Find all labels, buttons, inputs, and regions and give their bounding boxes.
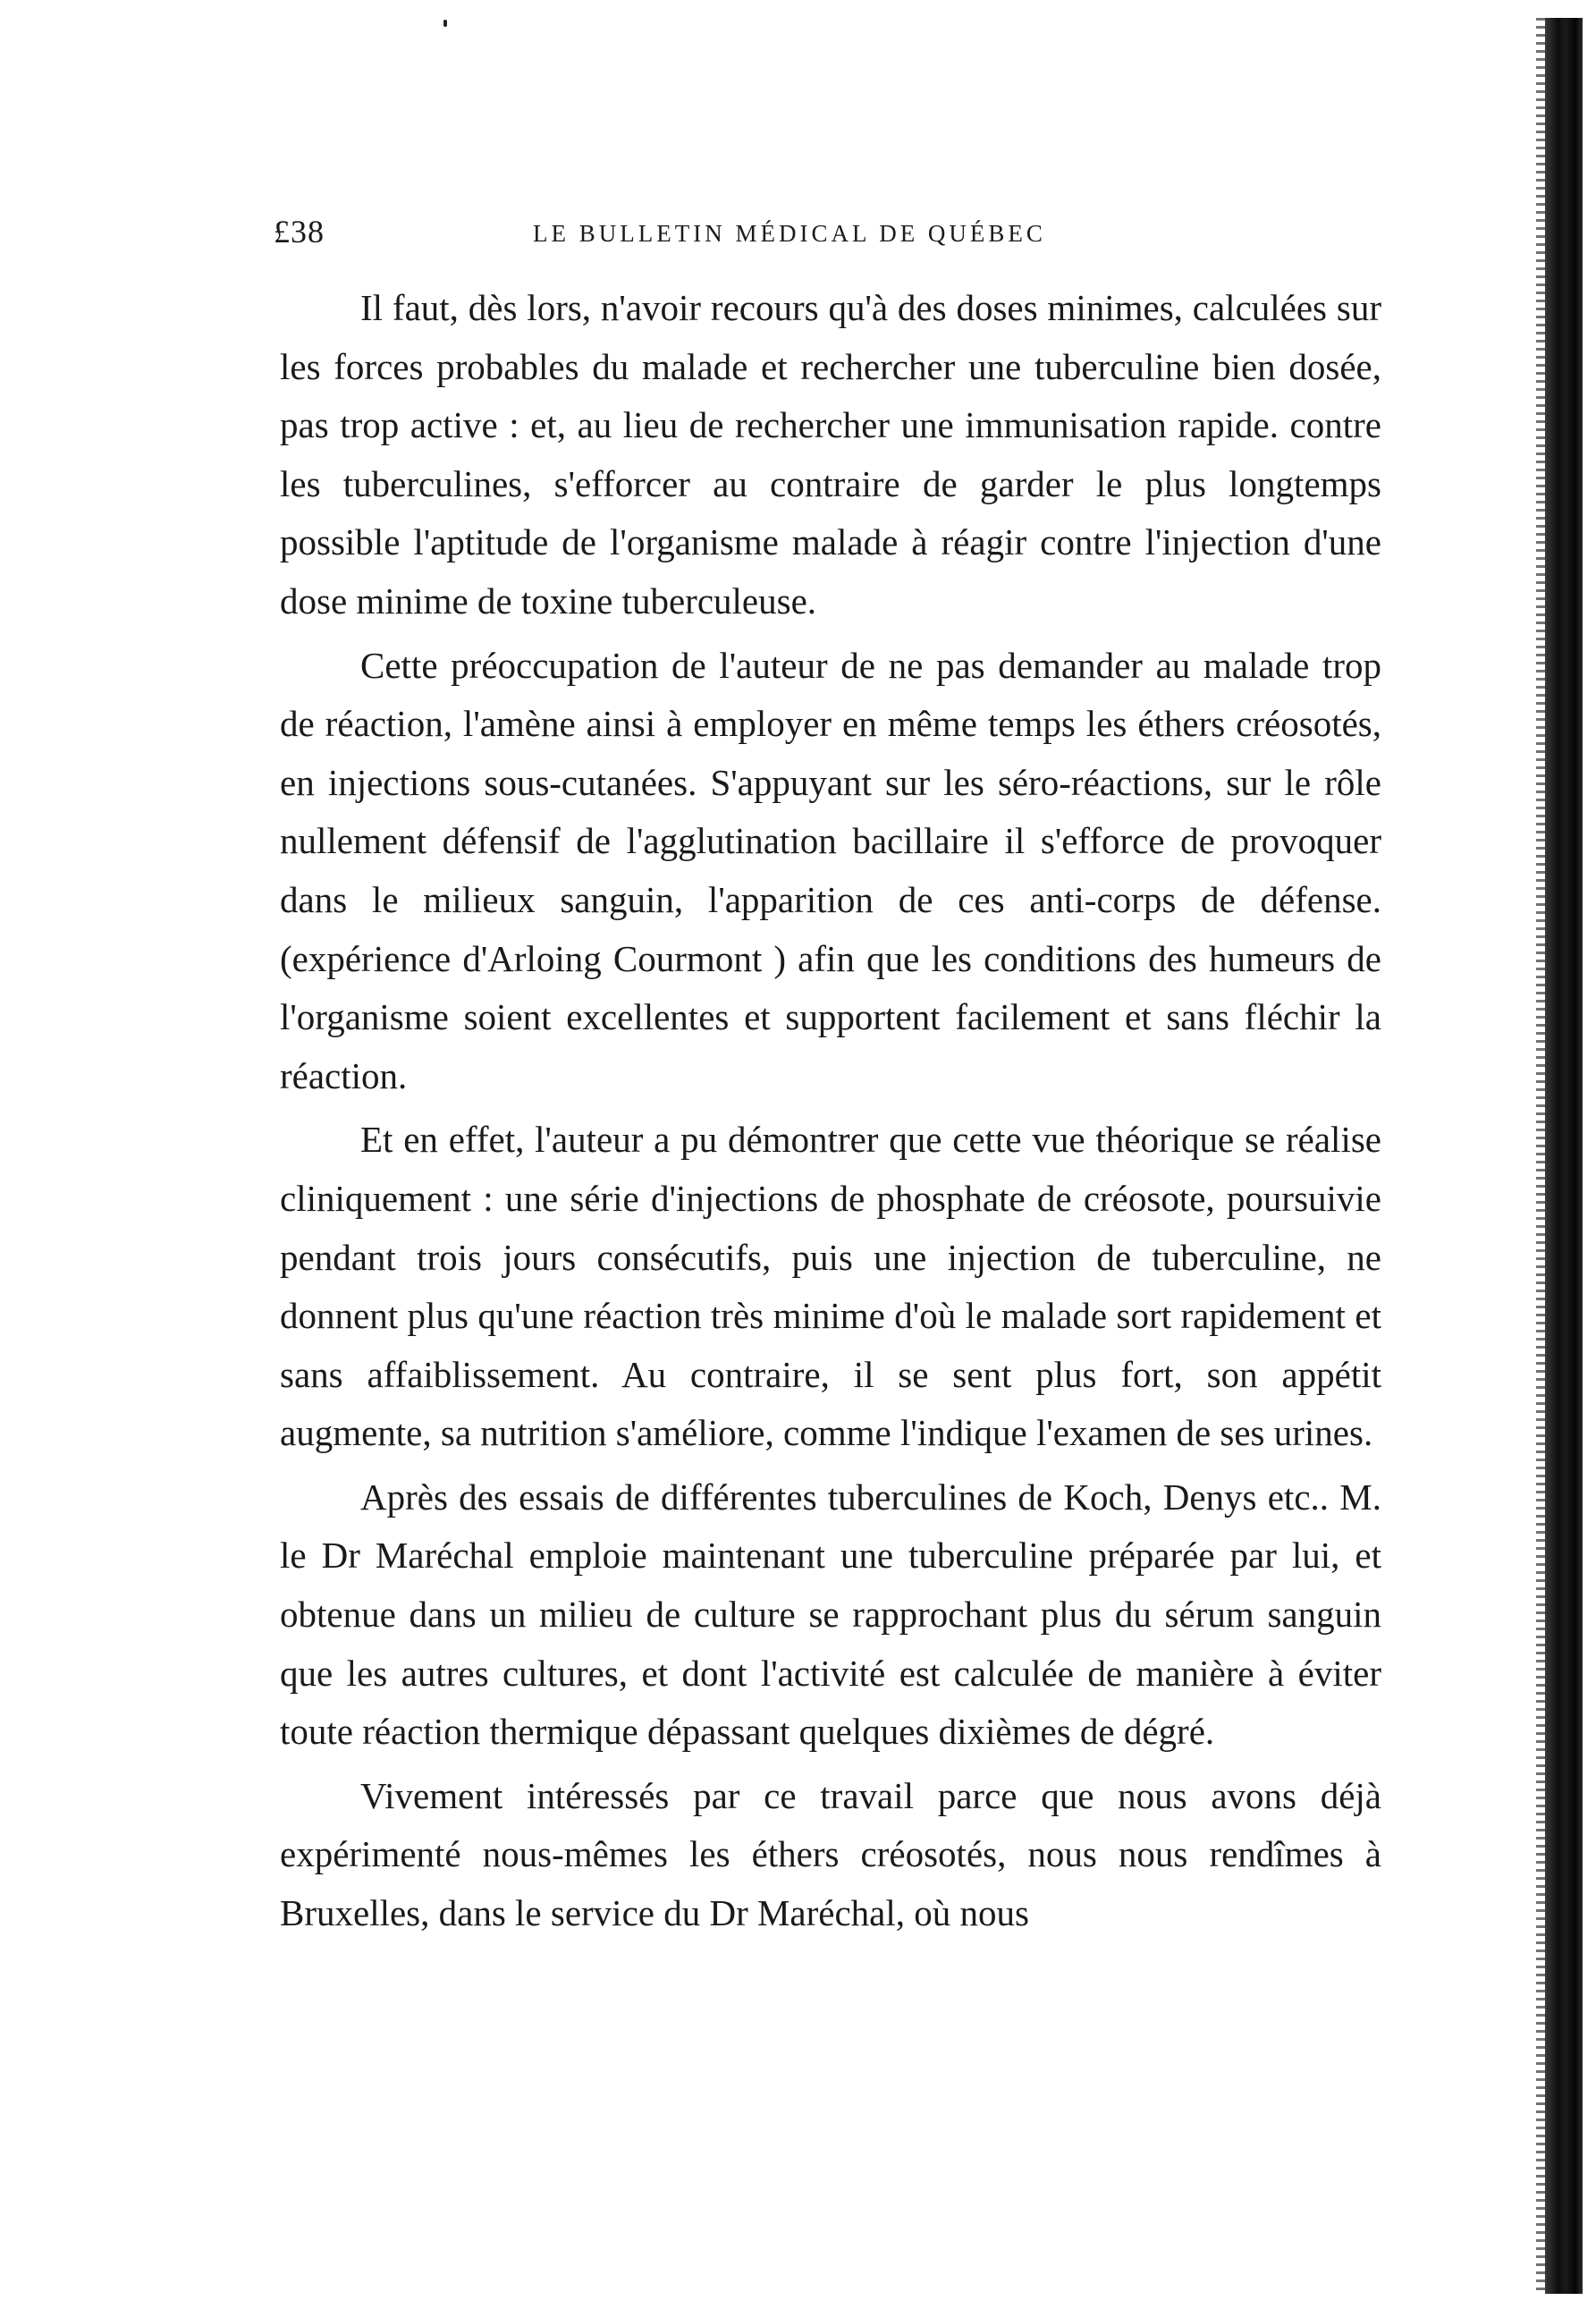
body-text	[280, 279, 1381, 1949]
running-title: LE BULLETIN MÉDICAL DE QUÉBEC	[533, 220, 1046, 247]
ink-speck	[443, 20, 447, 27]
scan-binding-edge	[1545, 18, 1583, 2294]
page-number: £38	[274, 214, 325, 250]
paragraph-4: Après des essais de différentes tuberculines de Koch, Denys etc.. M. le Dr Maréchal emploie maintenant une tuberculine préparée par lui, et obtenue dans un milieu de culture se rapprochant plus du sérum sanguin que les autres cultures, et dont l'activité est calculée de manière à éviter toute réaction thermique dépassant quelques dixièmes de dégré.	[280, 1476, 1381, 1753]
page-header	[274, 213, 1168, 258]
paragraph-3: Et en effet, l'auteur a pu démontrer que cette vue théorique se réalise cliniquement : une série d'injections de phosphate de créosote, poursuivie pendant trois jours consécutifs, puis une injection de tuberculine, ne donnent plus qu'une réaction très minime d'où le malade sort rapidement et sans affaiblissement. Au contraire, il se sent plus fort, son appétit augmente, sa nutrition s'améliore, comme l'indique l'examen de ses urines.	[280, 1119, 1381, 1454]
paragraph-5: Vivement intéressés par ce travail parce que nous avons déjà expérimenté nous-mêmes les éthers créosotés, nous nous rendîmes à Bruxelles, dans le service du Dr Maréchal, où nous	[280, 1774, 1381, 1934]
paragraph-2: Cette préoccupation de l'auteur de ne pas demander au malade trop de réaction, l'amène ainsi à employer en même temps les éthers créosotés, en injections sous-cutanées. S'appuyant sur les séro-réactions, sur le rôle nullement défensif de l'agglutination bacillaire il s'efforce de provoquer dans le milieux sanguin, l'apparition de ces anti-corps de défense. (expérience d'Arloing Courmont ) afin que les conditions des humeurs de l'organisme soient excellentes et supportent facilement et sans fléchir la réaction.	[280, 644, 1381, 1096]
paragraph-1: Il faut, dès lors, n'avoir recours qu'à des doses minimes, calculées sur les forces probables du malade et rechercher une tuberculine bien dosée, pas trop active : et, au lieu de rechercher une immunisation rapide. contre les tuberculines, s'efforcer au contraire de garder le plus longtemps possible l'aptitude de l'organisme malade à réagir contre l'injection d'une dose minime de toxine tuberculeuse.	[280, 287, 1381, 622]
